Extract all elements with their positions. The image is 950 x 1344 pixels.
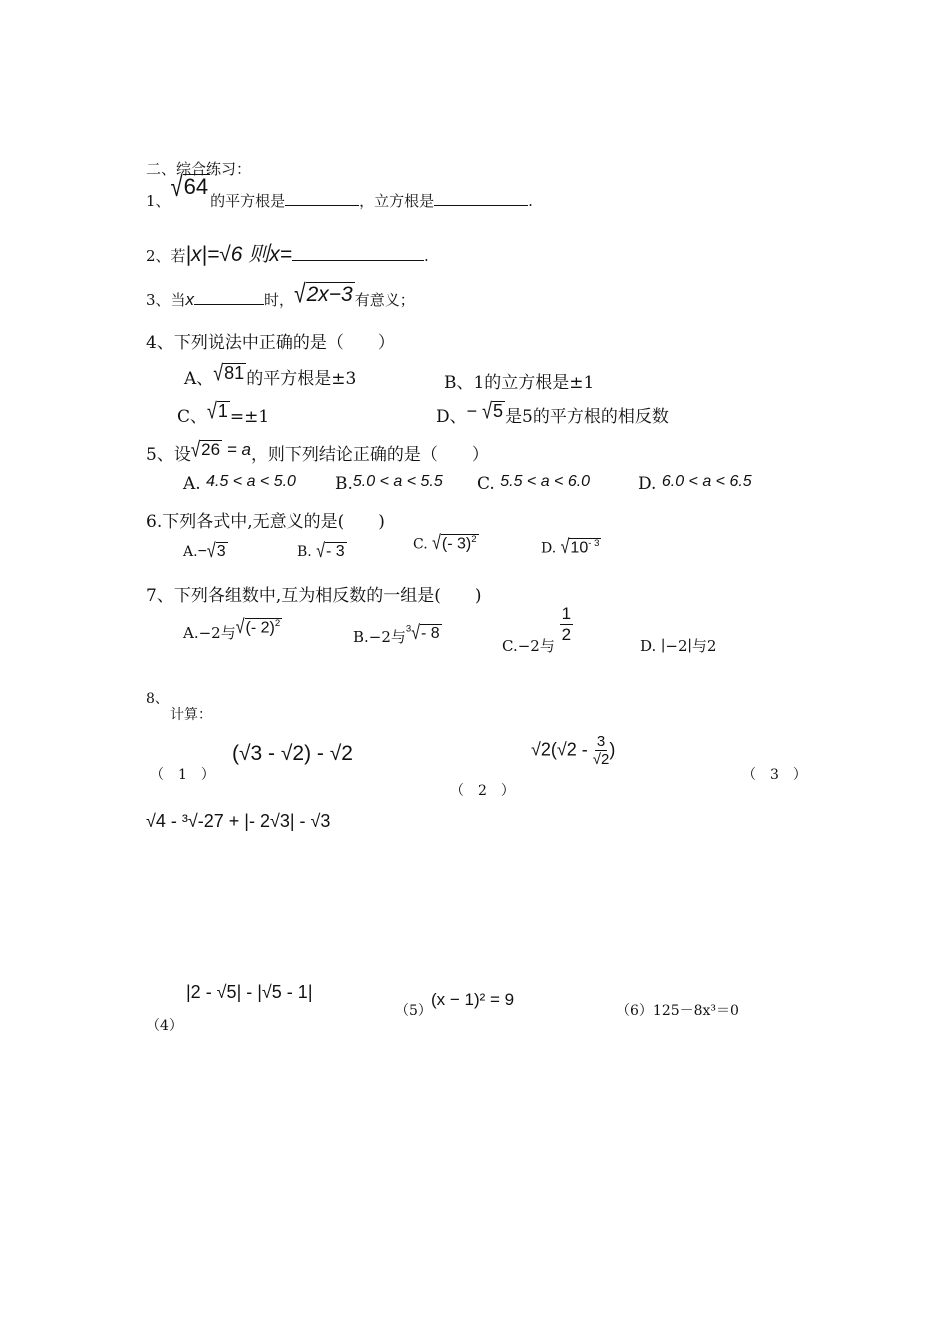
q5-option-d[interactable]: D. 6.0 < a < 6.5 — [638, 473, 752, 494]
q4-stem: 4、下列说法中正确的是（ ） — [146, 333, 395, 353]
section-title: 二、综合练习： — [146, 160, 252, 178]
q6-option-c[interactable]: C. √(- 3)$^2$ — [413, 533, 477, 555]
q6-stem: 6.下列各式中,无意义的是( ) — [146, 512, 385, 532]
q7-option-c[interactable]: C.−2与 $\frac{1}{2}$ — [502, 604, 572, 655]
calc-2-label: （ 2 ） — [450, 783, 515, 799]
calc-5-expression: (x − 1)² = 9 — [431, 990, 515, 1009]
q5-stem: 5、设√26 = a，则下列结论正确的是（ ） — [146, 437, 489, 465]
calc-3-expression: √4 - ³√-27 + |- 2√3| - √3 — [146, 811, 331, 831]
q3-blank[interactable] — [194, 304, 264, 305]
question-2 — [146, 238, 429, 268]
calc-5-label: （5） — [395, 1003, 432, 1019]
q8-title: 计算： — [170, 707, 212, 723]
q4-option-b[interactable]: B、1的立方根是±1 — [444, 373, 595, 393]
q3-var: x — [185, 290, 195, 309]
q3-radicand: 2x−3 — [306, 283, 353, 306]
calc-1-expression: (√3 - √2) - √2 — [232, 742, 353, 765]
q2-blank[interactable] — [292, 260, 424, 261]
q6-option-d[interactable]: D. $√10^{- 3}$ — [541, 537, 600, 559]
q6-option-b[interactable]: B. √- 3 — [297, 540, 345, 562]
question-3: 3、当x 时，√2x−3 有意义； — [146, 280, 415, 309]
q1-text2: ，立方根是 — [359, 192, 435, 210]
calc-4-label: （4） — [146, 1018, 183, 1034]
q3-text1: 时， — [264, 291, 295, 309]
q3-text2: 有意义； — [354, 291, 415, 309]
q1-end: . — [528, 192, 533, 210]
q1-radicand: 64 — [183, 174, 209, 199]
calc-4-expression: |2 - √5| - |√5 - 1| — [186, 982, 313, 1002]
q1-number: 1、 — [146, 192, 171, 210]
q1-blank-2[interactable] — [434, 205, 528, 206]
question-1: 1、√64的平方根是 ，立方根是 . — [146, 170, 533, 210]
q5-option-c[interactable]: C. 5.5 < a < 6.0 — [477, 473, 591, 494]
calc-3-label: （ 3 ） — [742, 767, 807, 783]
calc-6: （6）125－8x³＝0 — [616, 1003, 739, 1019]
q2-formula: |x|=√6 则x= — [185, 243, 293, 266]
q3-number: 3、当 — [146, 291, 186, 309]
q4-option-d[interactable]: D、− √5 是5的平方根的相反数 — [436, 398, 669, 427]
q2-end: . — [424, 247, 429, 265]
q7-option-a[interactable]: A.−2与√(- 2)$^2$ — [183, 616, 281, 642]
q7-option-d[interactable]: D. ∣−2∣与2 — [640, 637, 717, 655]
q5-option-b[interactable]: B.5.0 < a < 5.5 — [335, 473, 443, 494]
q5-option-a[interactable]: A. 4.5 < a < 5.0 — [183, 473, 296, 494]
q7-option-b[interactable]: B.−2与$^3$√- 8 — [353, 622, 440, 646]
q1-text1: 的平方根是 — [210, 192, 286, 210]
calc-1-label: （ 1 ） — [150, 767, 215, 783]
q1-blank-1[interactable] — [285, 205, 359, 206]
q4-option-c[interactable]: C、√1 =±1 — [177, 398, 270, 427]
q2-number: 2、若 — [146, 247, 186, 265]
calc-2-expression: √2(√2 - $\frac{3}{√2}$ ) — [531, 733, 616, 768]
q4-option-a[interactable]: A、√81 的平方根是±3 — [184, 360, 357, 389]
q7-stem: 7、下列各组数中,互为相反数的一组是( ) — [146, 586, 482, 606]
q8-number: 8、 — [146, 691, 169, 707]
q6-option-a[interactable]: A.−√3 — [183, 540, 226, 562]
